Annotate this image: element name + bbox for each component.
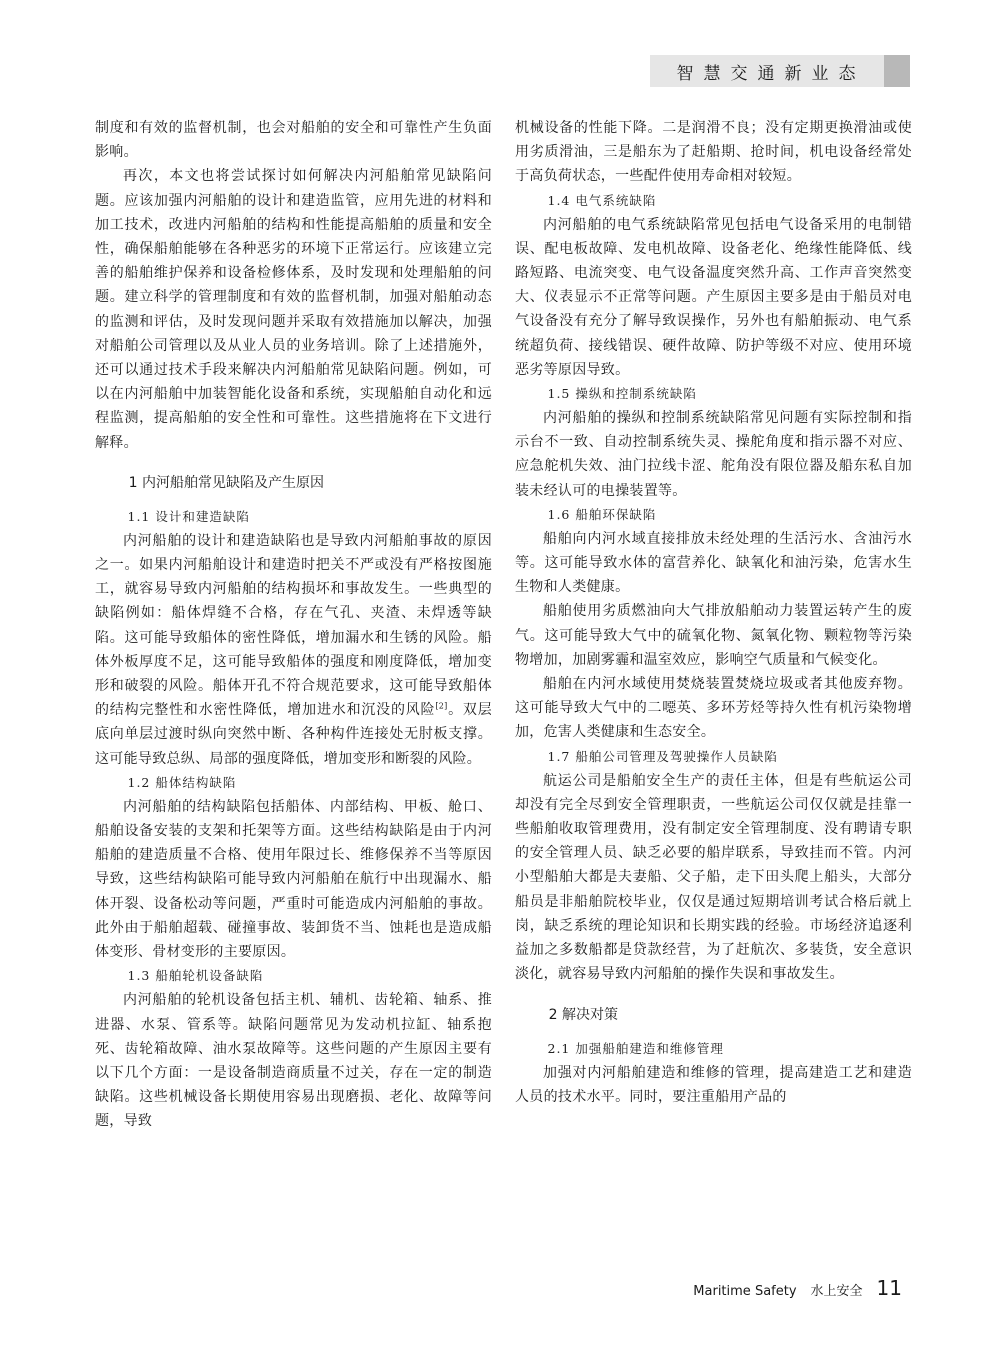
paragraph: 内河船舶的轮机设备包括主机、辅机、齿轮箱、轴系、推进器、水泵、管系等。缺陷问题常见为发动机拉缸、轴系抱死、齿轮箱故障、油水泵故障等。这些问题的产生原因主要有以下几个方面：一是设备制造商质量不过关，存在一定的制造缺陷。这些机械设备长期使用容易出现磨损、老化、故障等问题，导致 [95, 992, 492, 1130]
paragraph [95, 529, 492, 771]
section-heading-2: 2 解决对策 [548, 1006, 618, 1023]
journal-name-en: Maritime Safety [693, 1284, 797, 1299]
right-column [515, 116, 912, 1109]
left-column [95, 116, 492, 1134]
subsection-heading-1-1: 1.1 设计和建造缺陷 [127, 508, 250, 524]
subsection-heading-1-4: 1.4 电气系统缺陷 [547, 192, 657, 208]
header-accent-block [884, 55, 910, 87]
paragraph: 机械设备的性能下降。二是润滑不良；没有定期更换滑油或使用劣质滑油，三是船东为了赶船期、抢时间，机电设备经常处于高负荷状态，一些配件使用寿命相对较短。 [515, 120, 912, 185]
paragraph: 内河船舶的电气系统缺陷常见包括电气设备采用的电制错误、配电板故障、发电机故障、设备老化、绝缘性能降低、线路短路、电流突变、电气设备温度突然升高、工作声音突然变大、仪表显示不正常等问题。产生原因主要多是由于船员对电气设备没有充分了解导致误操作，另外也有船舶振动、电气系统超负荷、接线错误、硬件故障、防护等级不对应、使用环境恶劣等原因导致。 [515, 216, 912, 378]
paragraph: 内河船舶的结构缺陷包括船体、内部结构、甲板、舱口、船舶设备安装的支架和托架等方面。这些结构缺陷是由于内河船舶的建造质量不合格、使用年限过长、维修保养不当等原因导致，这些结构缺陷可能导致内河船舶在航行中出现漏水、船体开裂、设备松动等问题，严重时可能造成内河船舶的事故。此外由于船舶超载、碰撞事故、装卸货不当、蚀耗也是造成船体变形、骨材变形的主要原因。 [95, 798, 492, 961]
running-header-title: 智慧交通新业态 [676, 63, 866, 84]
paragraph-text: 。双层底向单层过渡时纵向突然中断、各种构件连接处无肘板支撑。这可能导致总纵、局部的强度降低，增加变形和断裂的风险。 [95, 702, 492, 767]
paragraph: 加强对内河船舶建造和维修的管理，提高建造工艺和建造人员的技术水平。同时，要注重船用产品的 [515, 1064, 912, 1105]
paragraph: 船舶在内河水域使用焚烧装置焚烧垃圾或者其他废弃物。这可能导致大气中的二噁英、多环芳烃等持久性有机污染物增加，危害人类健康和生态安全。 [515, 676, 912, 741]
subsection-heading-1-5: 1.5 操纵和控制系统缺陷 [547, 386, 697, 402]
paragraph-text: 内河船舶的设计和建造缺陷也是导致内河船舶事故的原因之一。如果内河船舶设计和建造时把关不严或没有严格按图施工，就容易导致内河船舶的结构损坏和事故发生。一些典型的缺陷例如：船体焊缝不合格，存在气孔、夹渣、未焊透等缺陷。这可能导致船体的密性降低，增加漏水和生锈的风险。船体外板厚度不足，这可能导致船体的强度和刚度降低，增加变形和破裂的风险。船体开孔不符合规范要求，这可能导致船体的结构完整性和水密性降低，增加进水和沉没的风险 [95, 532, 492, 719]
paragraph: 制度和有效的监督机制，也会对船舶的安全和可靠性产生负面影响。 [95, 120, 492, 161]
paragraph: 航运公司是船舶安全生产的责任主体，但是有些航运公司却没有完全尽到安全管理职责，一些航运公司仅仅就是挂靠一些船舶收取管理费用，没有制定安全管理制度、没有聘请专职的安全管理人员、缺乏必要的船岸联系，导致挂而不管。内河小型船舶大都是夫妻船、父子船，走下田头爬上船头，大部分船员是非船舶院校毕业，仅仅是通过短期培训考试合格后就上岗，缺乏系统的理论知识和长期实践的经验。市场经济追逐利益加之多数船都是贷款经营，为了赶航次、多装货，安全意识淡化，就容易导致内河船舶的操作失误和事故发生。 [515, 772, 912, 983]
citation-ref: [2] [435, 701, 448, 711]
paragraph: 船舶使用劣质燃油向大气排放船舶动力装置运转产生的废气。这可能导致大气中的硫氧化物、氮氧化物、颗粒物等污染物增加，加剧雾霾和温室效应，影响空气质量和气候变化。 [515, 603, 912, 668]
subsection-heading-2-1: 2.1 加强船舶建造和维修管理 [547, 1040, 724, 1056]
page-footer [693, 1276, 902, 1300]
running-header [650, 55, 884, 87]
paragraph: 船舶向内河水域直接排放未经处理的生活污水、含油污水等。这可能导致水体的富营养化、缺氧化和油污染，危害水生生物和人类健康。 [515, 530, 912, 596]
subsection-heading-1-3: 1.3 船舶轮机设备缺陷 [127, 968, 264, 984]
journal-name-cn: 水上安全 [810, 1284, 863, 1299]
paragraph: 再次，本文也将尝试探讨如何解决内河船舶常见缺陷问题。应该加强内河船舶的设计和建造监管，应用先进的材料和加工技术，改进内河船舶的结构和性能提高船舶的质量和安全性，确保船舶能够在各种恶劣的环境下正常运行。应该建立完善的船舶维护保养和设备检修体系，及时发现和处理船舶的问题。建立科学的管理制度和有效的监督机制，加强对船舶动态的监测和评估，及时发现问题并采取有效措施加以解决，加强对船舶公司管理以及从业人员的业务培训。除了上述措施外，还可以通过技术手段来解决内河船舶常见缺陷问题。例如，可以在内河船舶中加装智能化设备和系统，实现船舶自动化和远程监测，提高船舶的安全性和可靠性。这些措施将在下文进行解释。 [95, 168, 492, 451]
subsection-heading-1-6: 1.6 船舶环保缺陷 [547, 506, 657, 522]
subsection-heading-1-7: 1.7 船舶公司管理及驾驶操作人员缺陷 [547, 748, 778, 764]
section-heading-1: 1 内河船舶常见缺陷及产生原因 [128, 474, 324, 491]
page-number: 11 [876, 1276, 902, 1300]
subsection-heading-1-2: 1.2 船体结构缺陷 [127, 774, 237, 790]
paragraph: 内河船舶的操纵和控制系统缺陷常见问题有实际控制和指示台不一致、自动控制系统失灵、操舵角度和指示器不对应、应急舵机失效、油门拉线卡涩、舵角没有限位器及船东私自加装未经认可的电操装置等。 [515, 410, 912, 499]
